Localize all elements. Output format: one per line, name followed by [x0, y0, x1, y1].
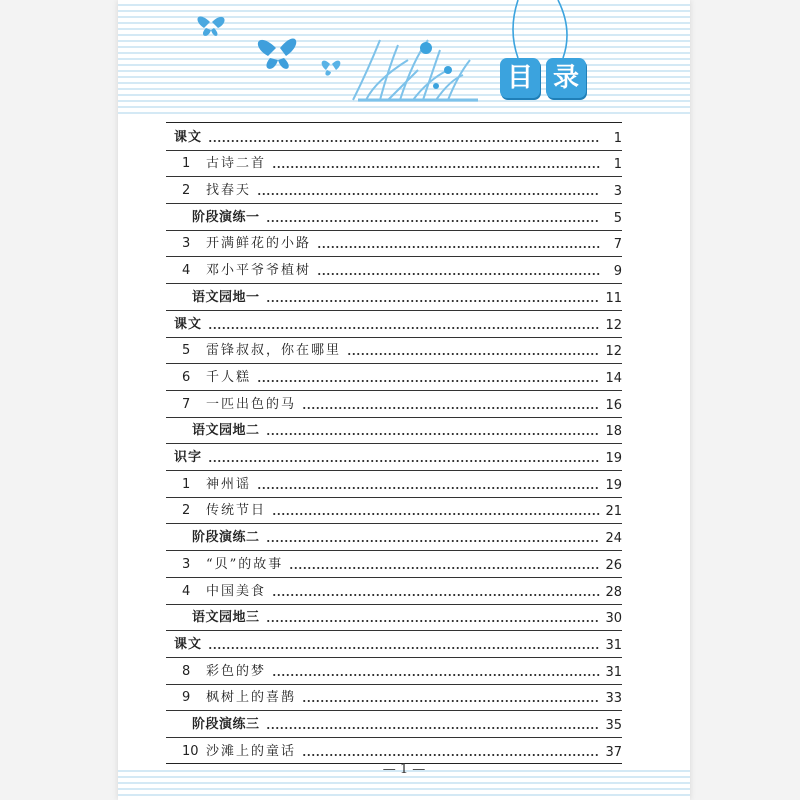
toc-entry-title: 语文园地一	[192, 289, 260, 305]
toc-entry-title: 彩色的梦	[206, 663, 267, 679]
leader-dots	[272, 673, 600, 677]
leader-dots	[208, 139, 600, 143]
leader-dots	[266, 726, 600, 730]
toc-entry-title: 识字	[174, 450, 203, 466]
leader-dots	[266, 299, 600, 303]
toc-entry-title: 一匹出色的马	[206, 396, 297, 412]
toc-entry-title: 找春天	[206, 183, 252, 199]
toc-entry-number: 8	[182, 663, 191, 679]
title-badge-2: 录	[546, 58, 586, 98]
toc-entry-page: 19	[605, 451, 622, 467]
toc-entry-page: 1	[613, 157, 622, 173]
toc-entry-page: 9	[613, 264, 622, 280]
flower-icon	[420, 42, 452, 89]
toc-entry-title: 神州谣	[206, 476, 252, 492]
grass-decoration	[353, 40, 478, 100]
toc-entry-page: 26	[605, 557, 622, 573]
toc-entry-title: 语文园地三	[192, 610, 260, 626]
toc-entry-number: 6	[182, 369, 191, 385]
toc-entry-page: 28	[605, 584, 622, 600]
toc-entry-title: 古诗二首	[206, 156, 267, 172]
toc-entry[interactable]	[166, 737, 622, 764]
toc-entry-page: 30	[605, 611, 622, 627]
toc-entry-number: 3	[182, 236, 191, 252]
toc-entry-title: “贝”的故事	[206, 556, 284, 572]
toc-entry[interactable]	[166, 257, 622, 285]
butterfly-icon	[322, 61, 341, 76]
toc-entry-page: 1	[613, 130, 622, 146]
toc-entry-page: 11	[605, 290, 622, 306]
toc-entry[interactable]	[166, 443, 622, 471]
toc-entry-title: 中国美食	[206, 583, 267, 599]
toc-entry-title: 阶段演练一	[192, 209, 260, 225]
leader-dots	[266, 539, 600, 543]
toc-entry-number: 7	[182, 396, 191, 412]
page-number: — 1 —	[382, 762, 426, 777]
toc-entry-number: 2	[182, 503, 191, 519]
toc-entry[interactable]	[166, 417, 622, 445]
toc-entry-page: 12	[605, 317, 622, 333]
leader-dots	[208, 646, 600, 650]
document-page	[118, 0, 690, 800]
toc-entry-title: 阶段演练三	[192, 717, 260, 733]
toc-entry-page: 31	[605, 637, 622, 653]
leader-dots	[266, 432, 600, 436]
toc-entry-number: 5	[182, 343, 191, 359]
butterfly-icon	[258, 39, 296, 69]
toc-entry[interactable]	[166, 684, 622, 712]
toc-entry-title: 雷锋叔叔，你在哪里	[206, 343, 342, 359]
leader-dots	[266, 219, 600, 223]
toc-entry-number: 2	[182, 183, 191, 199]
toc-entry[interactable]	[166, 497, 622, 525]
toc-entry[interactable]	[166, 390, 622, 418]
toc-entry[interactable]	[166, 310, 622, 338]
toc-entry-page: 5	[613, 210, 622, 226]
leader-dots	[289, 566, 600, 570]
toc-entry[interactable]	[166, 470, 622, 498]
toc-entry-title: 课文	[174, 129, 203, 145]
toc-entry-title: 千人糕	[206, 369, 252, 385]
toc-entry-page: 12	[605, 344, 622, 360]
toc-entry[interactable]	[166, 203, 622, 231]
toc-entry-page: 7	[613, 237, 622, 253]
leader-dots	[302, 699, 600, 703]
toc-entry-number: 4	[182, 583, 191, 599]
toc-entry-number: 3	[182, 556, 191, 572]
toc-entry-title: 语文园地二	[192, 423, 260, 439]
toc-entry[interactable]	[166, 524, 622, 552]
toc-entry[interactable]	[166, 550, 622, 578]
toc-entry-number: 1	[182, 156, 191, 172]
leader-dots	[257, 379, 600, 383]
toc-entry-title: 课文	[174, 636, 203, 652]
toc-entry-number: 10	[182, 743, 199, 759]
leader-dots	[317, 245, 600, 249]
toc-entry-page: 24	[605, 531, 622, 547]
toc-entry[interactable]	[166, 363, 622, 391]
leader-dots	[302, 753, 600, 757]
toc-entry-page: 33	[605, 691, 622, 707]
leader-dots	[302, 406, 600, 410]
string-decoration	[513, 0, 567, 58]
leader-dots	[272, 165, 600, 169]
toc-entry-title: 阶段演练二	[192, 530, 260, 546]
toc-entry[interactable]	[166, 577, 622, 605]
toc-entry-number: 9	[182, 690, 191, 706]
toc-entry-number: 1	[182, 476, 191, 492]
toc-entry-page: 18	[605, 424, 622, 440]
toc-entry-title: 邓小平爷爷植树	[206, 263, 312, 279]
toc-entry[interactable]	[166, 657, 622, 685]
toc-entry-title: 课文	[174, 316, 203, 332]
toc-entry-title: 枫树上的喜鹊	[206, 690, 297, 706]
leader-dots	[347, 352, 600, 356]
leader-dots	[266, 619, 600, 623]
toc-entry-number: 4	[182, 263, 191, 279]
leader-dots	[317, 272, 600, 276]
leader-dots	[257, 486, 600, 490]
toc-entry[interactable]	[166, 710, 622, 738]
toc-entry[interactable]	[166, 337, 622, 365]
toc-entry-page: 35	[605, 718, 622, 734]
title-badge-1: 目	[500, 58, 540, 98]
toc-entry-page: 3	[613, 184, 622, 200]
toc-entry-page: 37	[605, 744, 622, 760]
toc-entry[interactable]	[166, 283, 622, 311]
leader-dots	[272, 593, 600, 597]
toc-entry-page: 16	[605, 397, 622, 413]
toc-entry[interactable]	[166, 630, 622, 658]
toc-entry-page: 31	[605, 664, 622, 680]
butterfly-icon	[197, 16, 224, 35]
leader-dots	[272, 512, 600, 516]
toc-entry-title: 沙滩上的童话	[206, 743, 297, 759]
toc-entry[interactable]	[166, 176, 622, 204]
toc-entry-title: 传统节日	[206, 503, 267, 519]
leader-dots	[208, 326, 600, 330]
table-of-contents	[166, 122, 622, 764]
leader-dots	[257, 192, 600, 196]
leader-dots	[208, 459, 600, 463]
toc-entry[interactable]	[166, 123, 622, 151]
toc-entry-title: 开满鲜花的小路	[206, 236, 312, 252]
toc-entry[interactable]	[166, 150, 622, 178]
toc-entry-page: 14	[605, 370, 622, 386]
toc-entry-page: 19	[605, 477, 622, 493]
header-illustration	[118, 0, 690, 118]
toc-entry[interactable]	[166, 230, 622, 258]
toc-entry-page: 21	[605, 504, 622, 520]
toc-entry[interactable]	[166, 604, 622, 632]
